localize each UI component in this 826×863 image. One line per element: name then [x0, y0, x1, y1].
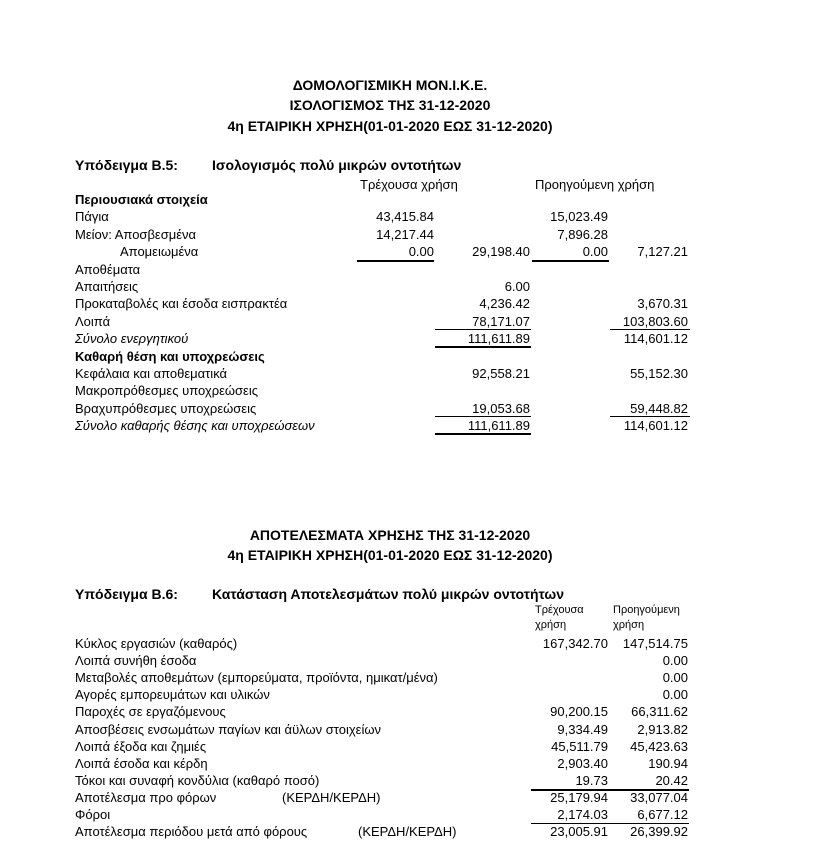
b6-template-code: Υπόδειγμα Β.6: — [75, 586, 178, 602]
company-name: ΔΟΜΟΛΟΓΙΣΜΙΚΗ ΜΟΝ.Ι.Κ.Ε. — [292, 77, 488, 93]
b5-row-label: Μείον: Αποσβεσμένα — [75, 226, 197, 242]
b6-current-value: 90,200.15 — [550, 704, 608, 720]
b6-row-label: Φόροι — [75, 807, 111, 822]
b5-current-total: 111,611.89 — [467, 331, 530, 347]
b5-underline-cur-sub — [357, 260, 434, 262]
b5-row-label: Απομειωμένα — [120, 244, 199, 260]
b5-prior-total: 114,601.12 — [623, 418, 688, 434]
b6-row-label: Κύκλος εργασιών (καθαρός) — [75, 636, 238, 651]
b5-underline-prior-sub — [532, 260, 609, 262]
b5-row-label: Απαιτήσεις — [75, 279, 139, 294]
b6-prior-value: 66,311.62 — [631, 704, 688, 720]
b5-underline-cur-loipa — [435, 329, 531, 330]
b6-col-prior-header-2: χρήση — [613, 619, 645, 631]
b5-current-subtotal: 43,415.84 — [376, 209, 434, 225]
b6-row-note: (ΚΕΡΔΗ/ΚΕΡΔΗ) — [358, 824, 457, 840]
b6-row-label: Μεταβολές αποθεμάτων (εμπορεύματα, προϊόντα, ημικατ/μένα) — [75, 670, 438, 686]
b6-prior-value: 20.42 — [655, 772, 688, 788]
b5-row-label: Σύνολο καθαρής θέσης και υποχρεώσεων — [75, 418, 315, 434]
b5-current-total: 78,171.07 — [472, 313, 530, 329]
income-statement-title: ΑΠΟΤΕΛΕΣΜΑΤΑ ΧΡΗΣΗΣ ΤΗΣ 31-12-2020 — [249, 527, 531, 543]
b5-current-total: 29,198.40 — [472, 244, 530, 260]
b6-current-value: 45,511.79 — [551, 738, 608, 754]
b5-row-label: Βραχυπρόθεσμες υποχρεώσεις — [75, 400, 257, 416]
b6-col-current-header-1: Τρέχουσα — [535, 604, 584, 616]
b5-template-code: Υπόδειγμα Β.5: — [75, 157, 178, 173]
b5-prior-total: 55,152.30 — [630, 366, 688, 381]
b5-current-total: 111,611.89 — [467, 418, 530, 434]
b5-template-name: Ισολογισμός πολύ μικρών οντοτήτων — [212, 157, 462, 173]
b6-prior-value: 45,423.63 — [630, 738, 688, 754]
b6-current-value: 19.73 — [575, 772, 608, 788]
b6-current-value: 167,342.70 — [542, 636, 608, 651]
b6-row-note: (ΚΕΡΔΗ/ΚΕΡΔΗ) — [282, 789, 381, 805]
balance-sheet-title: ΙΣΟΛΟΓΙΣΜΟΣ ΤΗΣ 31-12-2020 — [289, 97, 491, 113]
b6-prior-value: 190.94 — [648, 755, 688, 771]
b6-current-value: 2,903.40 — [557, 755, 608, 771]
b5-prior-total: 3,670.31 — [637, 296, 688, 312]
b5-col-current-header: Τρέχουσα χρήση — [360, 177, 458, 192]
income-statement-period: 4η ΕΤΑΙΡΙΚΗ ΧΡΗΣΗ(01-01-2020 ΕΩΣ 31-12-2020) — [227, 547, 553, 563]
b6-row-label: Λοιπά συνήθη έσοδα — [75, 653, 197, 669]
b5-row-label: Αποθέματα — [75, 261, 141, 277]
b5-prior-subtotal: 15,023.49 — [550, 209, 608, 225]
b6-underline-aftertax — [531, 823, 689, 824]
b6-prior-value: 147,514.75 — [622, 636, 688, 651]
b6-col-prior-header-1: Προηγούμενη — [613, 604, 680, 616]
b6-col-current-header-2: χρήση — [535, 619, 567, 631]
b6-current-value: 2,174.03 — [557, 807, 608, 822]
b5-row-label: Μακροπρόθεσμες υποχρεώσεις — [75, 383, 259, 399]
b5-prior-total: 7,127.21 — [637, 244, 688, 260]
b5-row-label: Καθαρή θέση και υποχρεώσεις — [75, 348, 265, 364]
b5-underline-cur-short-liab — [435, 416, 531, 417]
b5-row-label: Προκαταβολές και έσοδα εισπρακτέα — [75, 296, 288, 312]
b5-underline-prior-loipa — [610, 329, 690, 330]
b5-underline-prior-short-liab — [610, 416, 690, 417]
b5-row-label: Πάγια — [75, 209, 109, 225]
b6-row-label: Παροχές σε εργαζόμενους — [75, 704, 226, 720]
b6-prior-value: 0.00 — [662, 687, 688, 703]
b6-row-label: Αγορές εμπορευμάτων και υλικών — [75, 687, 270, 703]
balance-sheet-period: 4η ΕΤΑΙΡΙΚΗ ΧΡΗΣΗ(01-01-2020 ΕΩΣ 31-12-2020) — [227, 118, 553, 134]
b6-row-label: Αποτέλεσμα περιόδου μετά από φόρους — [75, 824, 308, 840]
b6-prior-value: 0.00 — [662, 653, 688, 669]
b5-prior-total: 114,601.12 — [623, 331, 688, 347]
b6-prior-value: 2,913.82 — [637, 721, 688, 737]
b5-underline-cur-total-liab — [435, 433, 531, 435]
b5-underline-cur-total-assets — [435, 346, 531, 348]
b5-prior-subtotal: 7,896.28 — [557, 226, 608, 242]
b6-underline-pretax — [531, 789, 689, 791]
b5-row-label: Λοιπά — [75, 313, 111, 329]
b5-current-total: 6.00 — [504, 279, 530, 294]
b5-current-subtotal: 14,217.44 — [376, 226, 434, 242]
b5-current-total: 19,053.68 — [472, 400, 530, 416]
b5-row-label: Περιουσιακά στοιχεία — [75, 192, 208, 207]
b6-row-label: Αποσβέσεις ενσωμάτων παγίων και άϋλων στοιχείων — [75, 721, 382, 737]
b5-col-prior-header: Προηγούμενη χρήση — [535, 177, 655, 192]
b6-prior-value: 33,077.04 — [630, 789, 688, 805]
b6-row-label: Λοιπά έσοδα και κέρδη — [75, 755, 208, 771]
b5-prior-total: 59,448.82 — [630, 400, 688, 416]
b6-current-value: 25,179.94 — [550, 789, 608, 805]
b5-current-subtotal: 0.00 — [408, 244, 434, 260]
b6-prior-value: 0.00 — [662, 670, 688, 686]
b5-current-total: 92,558.21 — [472, 366, 530, 381]
b6-prior-value: 26,399.92 — [630, 824, 688, 840]
b5-prior-total: 103,803.60 — [622, 313, 688, 329]
b5-row-label: Σύνολο ενεργητικού — [75, 331, 189, 347]
b5-prior-subtotal: 0.00 — [582, 244, 608, 260]
b6-row-label: Αποτέλεσμα προ φόρων — [75, 789, 217, 805]
b6-current-value: 23,005.91 — [550, 824, 608, 840]
b6-prior-value: 6,677.12 — [637, 807, 688, 822]
b5-current-total: 4,236.42 — [479, 296, 530, 312]
b6-row-label: Τόκοι και συναφή κονδύλια (καθαρό ποσό) — [75, 772, 320, 788]
b6-current-value: 9,334.49 — [557, 721, 608, 737]
b6-row-label: Λοιπά έξοδα και ζημιές — [75, 738, 207, 754]
b6-template-name: Κατάσταση Αποτελεσμάτων πολύ μικρών οντοτήτων — [212, 586, 564, 602]
b5-row-label: Κεφάλαια και αποθεματικά — [75, 366, 228, 381]
